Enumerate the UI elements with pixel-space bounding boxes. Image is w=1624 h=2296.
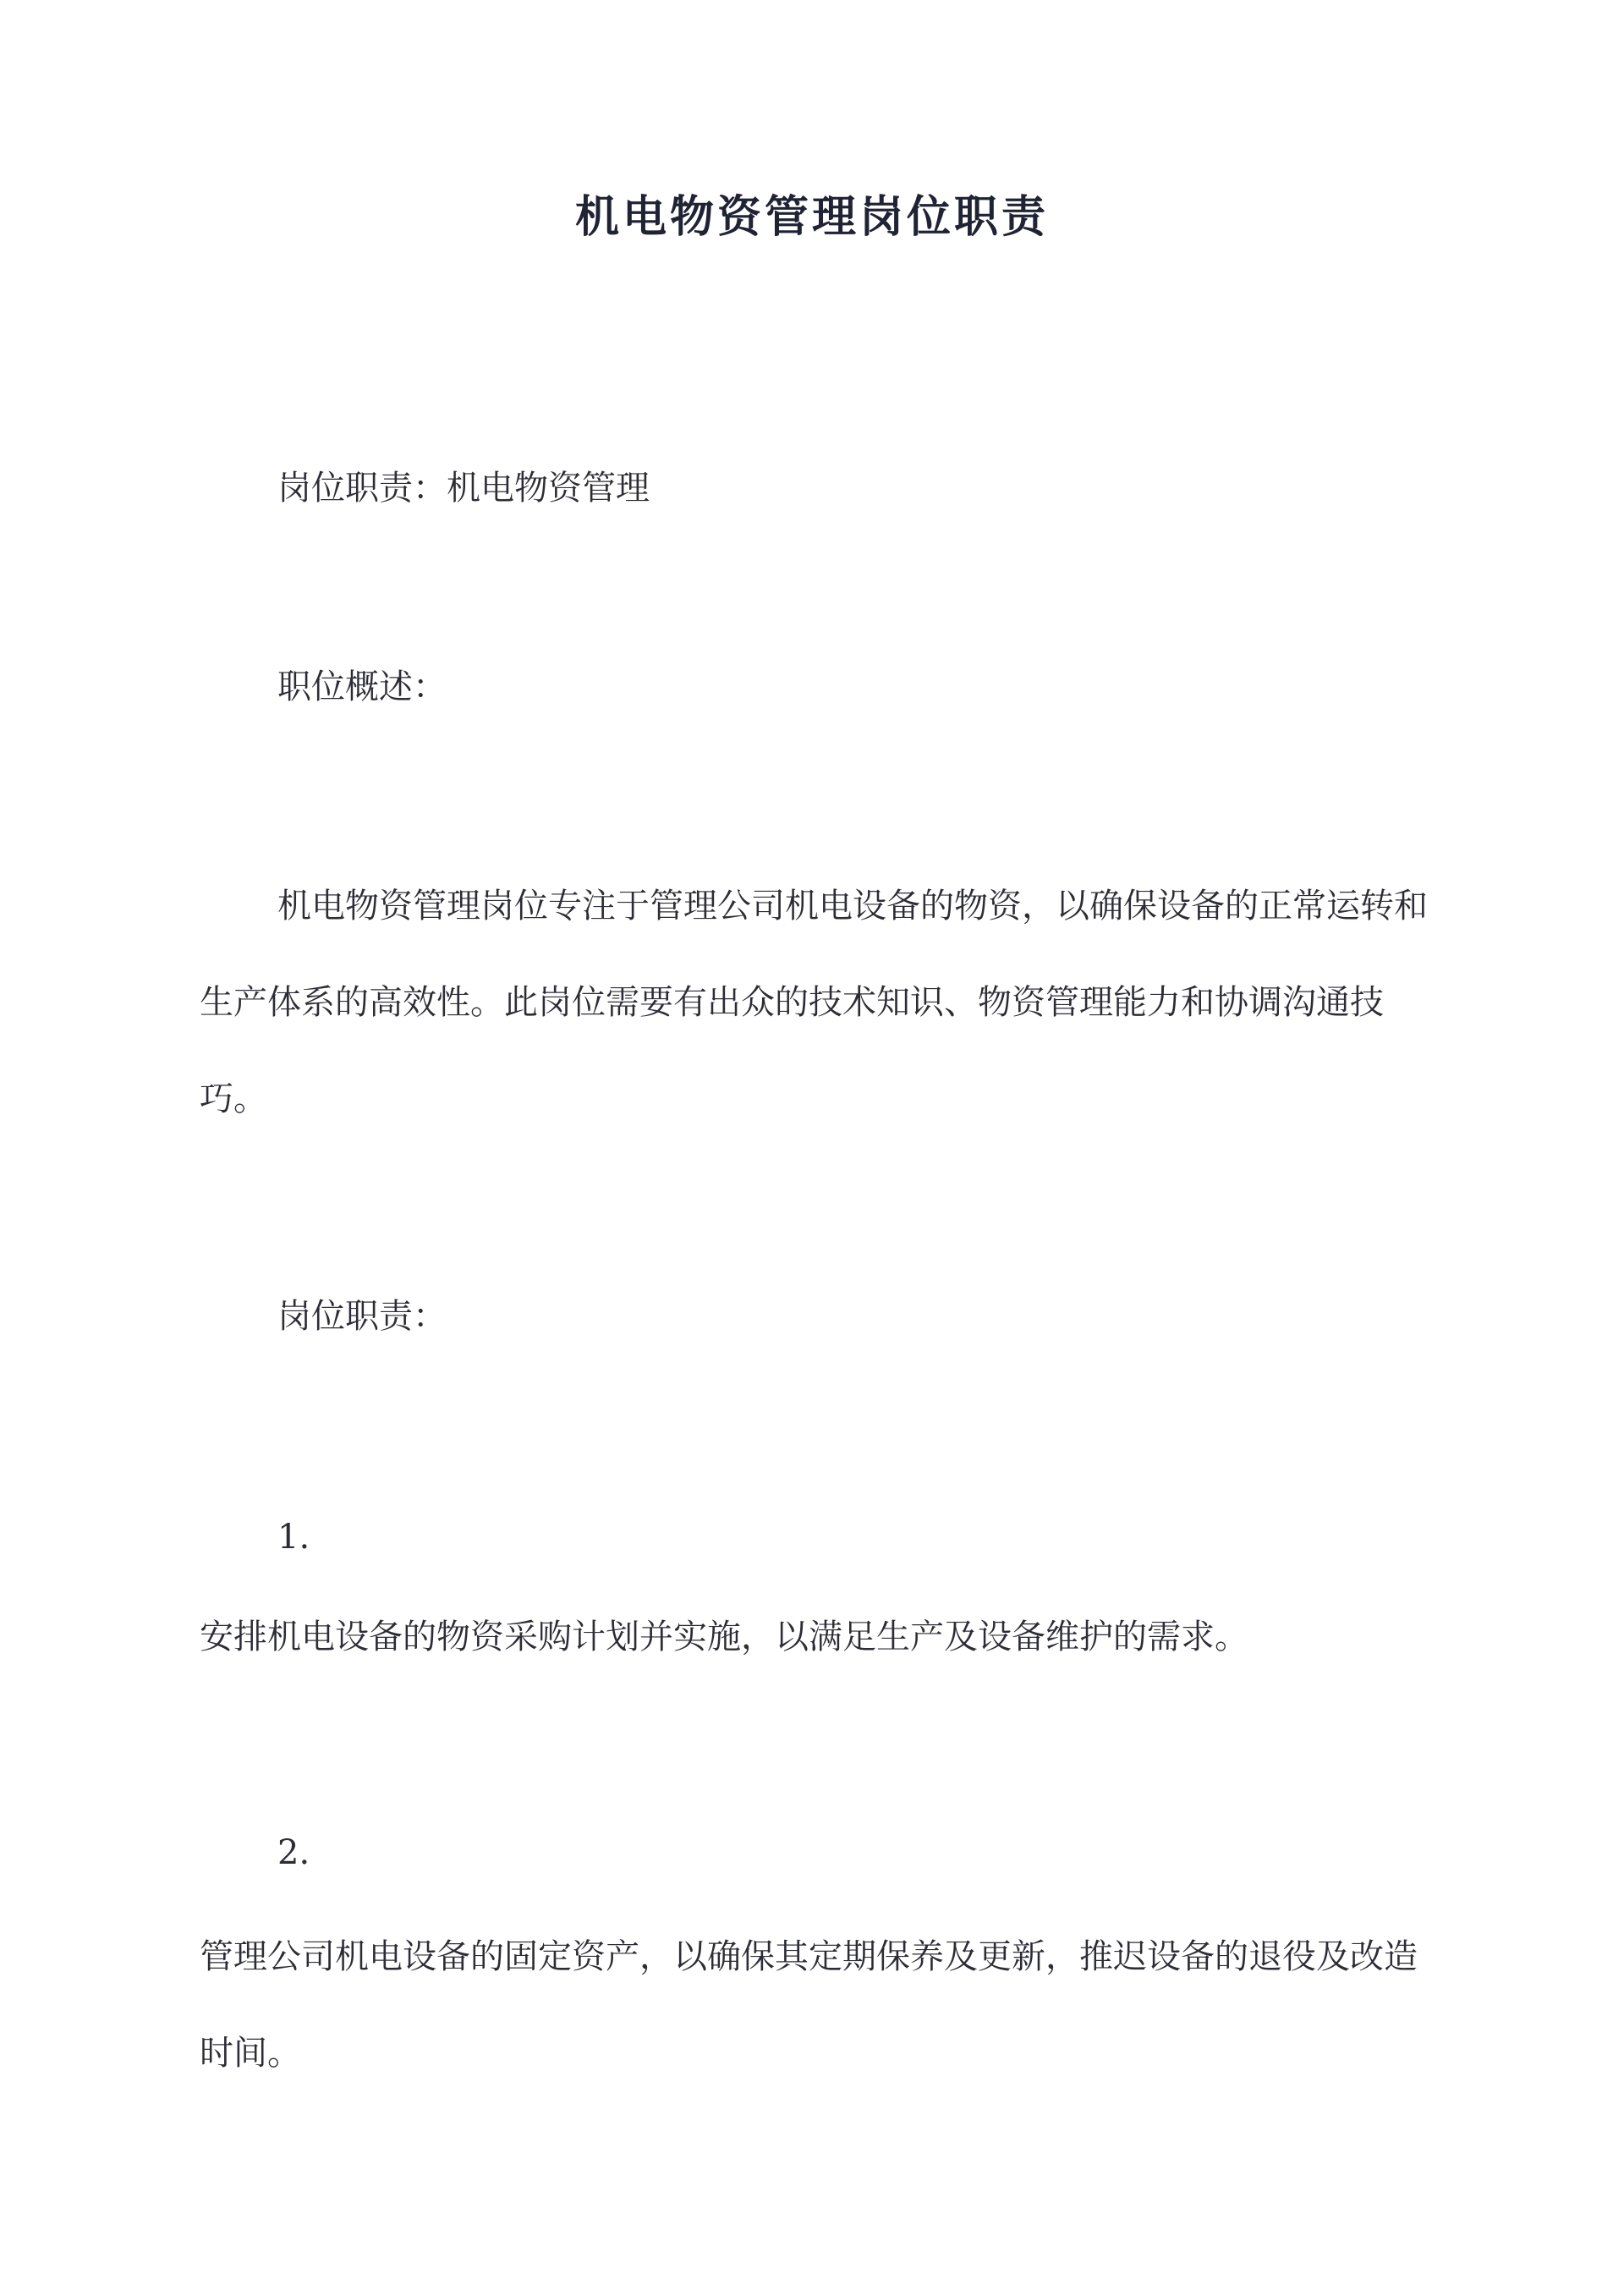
list-item-body-1: 安排机电设备的物资采购计划并实施，以满足生产及设备维护的需求。 — [200, 1618, 1248, 1656]
paragraph-duties-heading: 岗位职责： — [277, 1297, 447, 1336]
paragraph-job-title: 岗位职责：机电物资管理 — [277, 469, 650, 508]
list-item-number-2: 2. — [277, 1833, 310, 1872]
paragraph-overview-heading: 职位概述： — [277, 667, 447, 706]
paragraph-overview-body: 机电物资管理岗位专注于管理公司机电设备的物资，以确保设备的正常运转和生产体系的高效性。此岗位需要有出众的技术知识、物资管理能力和协调沟通技巧。 — [200, 887, 1428, 1118]
list-item-body-2: 管理公司机电设备的固定资产，以确保其定期保养及更新，推迟设备的退役及改造时间。 — [200, 1937, 1418, 2073]
document-title: 机电物资管理岗位职责 — [574, 191, 1049, 243]
list-item-number-1: 1. — [277, 1518, 310, 1557]
